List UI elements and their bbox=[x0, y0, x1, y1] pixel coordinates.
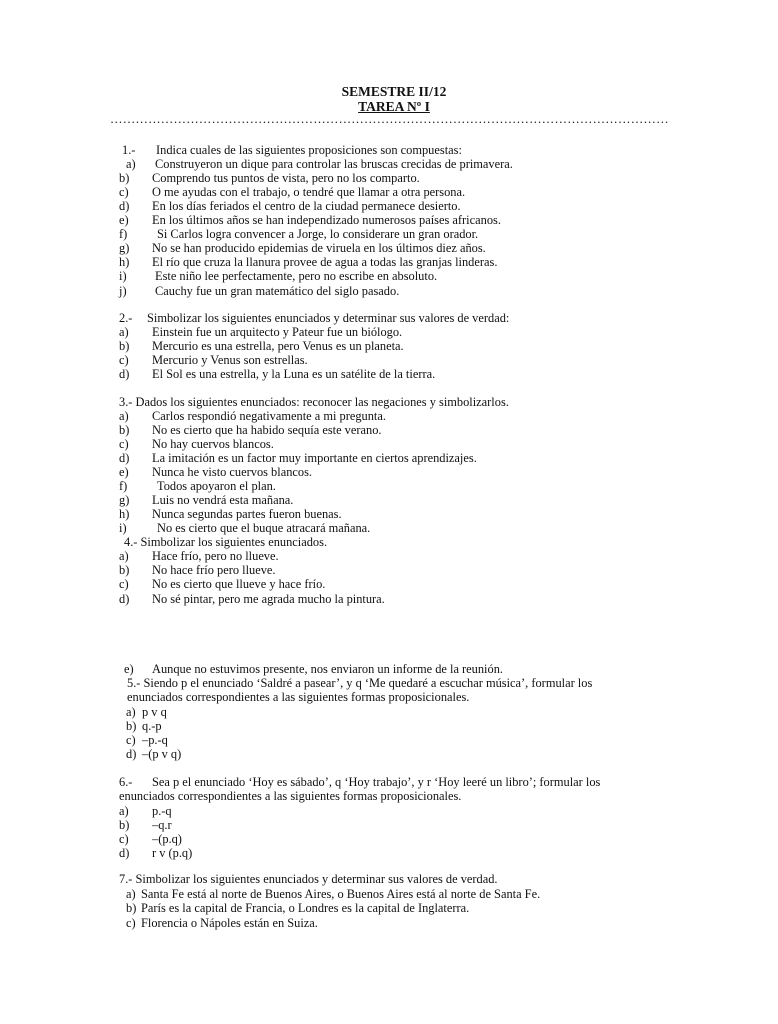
q3-item-text: Todos apoyaron el plan. bbox=[157, 479, 276, 493]
q2-item-label: a) bbox=[119, 325, 129, 339]
q3-item-label: c) bbox=[119, 437, 129, 451]
q4-item-text: No sé pintar, pero me agrada mucho la pintura. bbox=[152, 592, 385, 606]
q5-item-label: b) bbox=[126, 719, 137, 733]
q5-item-label: a) bbox=[126, 705, 136, 719]
q2-item-label: c) bbox=[119, 353, 129, 367]
q1-item-text: Si Carlos logra convencer a Jorge, lo considerare un gran orador. bbox=[157, 227, 479, 241]
q1-item-label: c) bbox=[119, 185, 129, 199]
q3-item-label: i) bbox=[119, 521, 127, 535]
q2-item-label: d) bbox=[119, 367, 130, 381]
q3-item-text: Luis no vendrá esta mañana. bbox=[152, 493, 294, 507]
q3-item-text: No es cierto que ha habido sequía este verano. bbox=[152, 423, 382, 437]
q3-item-label: h) bbox=[119, 507, 130, 521]
q6-item-label: d) bbox=[119, 846, 130, 860]
q4-prompt: 4.- Simbolizar los siguientes enunciados. bbox=[124, 535, 328, 549]
q1-number: 1.- bbox=[122, 143, 136, 157]
q3-item-label: e) bbox=[119, 465, 129, 479]
q1-item-label: g) bbox=[119, 241, 130, 255]
q1-item-text: Construyeron un dique para controlar las bruscas crecidas de primavera. bbox=[155, 157, 513, 171]
q2-number: 2.- bbox=[119, 311, 133, 325]
q1-item-text: En los días feriados el centro de la ciudad permanece desierto. bbox=[152, 199, 461, 213]
q6-item-label: a) bbox=[119, 804, 129, 818]
q4-item-label: a) bbox=[119, 549, 129, 563]
q5-prompt-line2: enunciados correspondientes a las siguientes formas proposicionales. bbox=[127, 690, 470, 704]
q5-item-label: d) bbox=[126, 747, 137, 761]
q1-item-label: f) bbox=[119, 227, 128, 241]
q4-item-label: d) bbox=[119, 592, 130, 606]
q6-item-text: –q.r bbox=[152, 818, 172, 832]
task-heading: TAREA Nº I bbox=[358, 99, 430, 114]
q2-item-text: Einstein fue un arquitecto y Pateur fue un biólogo. bbox=[152, 325, 403, 339]
q3-item-text: Carlos respondió negativamente a mi pregunta. bbox=[152, 409, 386, 423]
q4-item-text: No hace frío pero llueve. bbox=[152, 563, 276, 577]
q2-item-label: b) bbox=[119, 339, 130, 353]
q3-item-label: b) bbox=[119, 423, 130, 437]
q3-item-label: f) bbox=[119, 479, 128, 493]
q5-item-text: –p.-q bbox=[142, 733, 168, 747]
q6-number: 6.- bbox=[119, 775, 133, 789]
q3-item-text: No hay cuervos blancos. bbox=[152, 437, 274, 451]
q6-item-text: –(p.q) bbox=[152, 832, 182, 846]
q4-item-label: c) bbox=[119, 577, 129, 591]
q1-item-label: b) bbox=[119, 171, 130, 185]
q2-prompt: Simbolizar los siguientes enunciados y determinar sus valores de verdad: bbox=[147, 311, 510, 325]
q1-item-text: O me ayudas con el trabajo, o tendré que llamar a otra persona. bbox=[152, 185, 466, 199]
q3-item-text: Nunca segundas partes fueron buenas. bbox=[152, 507, 342, 521]
q7-item-text: Santa Fe está al norte de Buenos Aires, o Buenos Aires está al norte de Santa Fe. bbox=[141, 887, 541, 901]
q4-item-text: Aunque no estuvimos presente, nos enviaron un informe de la reunión. bbox=[152, 662, 503, 676]
q4-item-label: b) bbox=[119, 563, 130, 577]
q1-item-label: j) bbox=[119, 284, 127, 298]
q4-item-text: Hace frío, pero no llueve. bbox=[152, 549, 279, 563]
q1-item-label: a) bbox=[126, 157, 136, 171]
q6-prompt-line2: enunciados correspondientes a las siguientes formas proposicionales. bbox=[119, 789, 462, 803]
q2-item-text: Mercurio es una estrella, pero Venus es un planeta. bbox=[152, 339, 404, 353]
q7-prompt: 7.- Simbolizar los siguientes enunciados y determinar sus valores de verdad. bbox=[119, 872, 498, 886]
q1-item-label: i) bbox=[119, 269, 127, 283]
q6-prompt-line1: Sea p el enunciado ‘Hoy es sábado’, q ‘Hoy trabajo’, y r ‘Hoy leeré un libro’; formular los bbox=[152, 775, 601, 789]
q2-item-text: Mercurio y Venus son estrellas. bbox=[152, 353, 308, 367]
q5-prompt-line1: 5.- Siendo p el enunciado ‘Saldré a pasear’, y q ‘Me quedaré a escuchar música’, formular los bbox=[127, 676, 593, 690]
q1-item-text: Comprendo tus puntos de vista, pero no los comparto. bbox=[152, 171, 420, 185]
q5-item-text: q.-p bbox=[142, 719, 162, 733]
q7-item-label: c) bbox=[126, 916, 136, 930]
q4-item-text: No es cierto que llueve y hace frío. bbox=[152, 577, 326, 591]
q7-item-label: b) bbox=[126, 901, 137, 915]
q5-item-text: –(p v q) bbox=[142, 747, 182, 761]
q3-item-label: g) bbox=[119, 493, 130, 507]
q1-item-label: d) bbox=[119, 199, 130, 213]
q1-item-text: No se han producido epidemias de viruela en los últimos diez años. bbox=[152, 241, 486, 255]
q6-item-text: r v (p.q) bbox=[152, 846, 193, 860]
q1-item-label: e) bbox=[119, 213, 129, 227]
q1-item-text: Cauchy fue un gran matemático del siglo pasado. bbox=[155, 284, 400, 298]
q4-item-label: e) bbox=[124, 662, 134, 676]
q6-item-text: p.-q bbox=[152, 804, 172, 818]
q1-item-text: En los últimos años se han independizado numerosos países africanos. bbox=[152, 213, 501, 227]
q1-item-text: El río que cruza la llanura provee de agua a todas las granjas linderas. bbox=[152, 255, 498, 269]
q3-item-text: La imitación es un factor muy importante en ciertos aprendizajes. bbox=[152, 451, 477, 465]
q7-item-label: a) bbox=[126, 887, 136, 901]
q7-item-text: Florencia o Nápoles están en Suiza. bbox=[141, 916, 318, 930]
q6-item-label: b) bbox=[119, 818, 130, 832]
q7-item-text: París es la capital de Francia, o Londres es la capital de Inglaterra. bbox=[141, 901, 470, 915]
q3-item-label: d) bbox=[119, 451, 130, 465]
q5-item-label: c) bbox=[126, 733, 136, 747]
q6-item-label: c) bbox=[119, 832, 129, 846]
q1-prompt: Indica cuales de las siguientes proposiciones son compuestas: bbox=[156, 143, 462, 157]
q3-item-text: No es cierto que el buque atracará mañana. bbox=[157, 521, 371, 535]
q1-item-label: h) bbox=[119, 255, 130, 269]
q5-item-text: p v q bbox=[142, 705, 167, 719]
q3-item-text: Nunca he visto cuervos blancos. bbox=[152, 465, 313, 479]
q3-prompt: 3.- Dados los siguientes enunciados: reconocer las negaciones y simbolizarlos. bbox=[119, 395, 509, 409]
dotted-separator: …………………………………………………………………………………………………………………… bbox=[110, 112, 669, 126]
semester-heading: SEMESTRE II/12 bbox=[341, 84, 447, 99]
q1-item-text: Este niño lee perfectamente, pero no escribe en absoluto. bbox=[155, 269, 438, 283]
q3-item-label: a) bbox=[119, 409, 129, 423]
q2-item-text: El Sol es una estrella, y la Luna es un satélite de la tierra. bbox=[152, 367, 436, 381]
